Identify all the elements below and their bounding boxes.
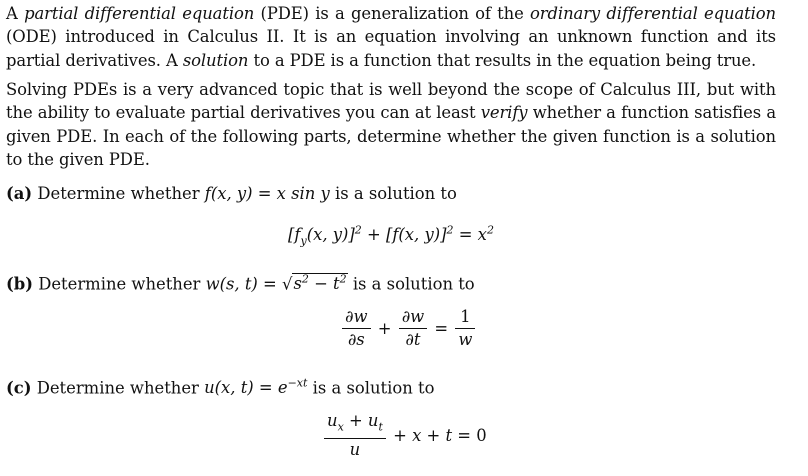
part-a-prompt xyxy=(6,182,457,205)
prompt-text: Determine whether xyxy=(38,274,206,294)
part-b-prompt xyxy=(6,268,475,295)
part-c-label: (c) xyxy=(6,378,32,398)
intro-text: (PDE) is a generalization of the xyxy=(254,4,531,23)
term-solution: solution xyxy=(182,50,249,70)
part-c-equation: $\frac{u_x + u_t}{u}$ + x + t = 0 xyxy=(322,412,487,459)
part-b-equation: $\frac{\partial w}{\partial s}$ + $\frac{\partial w}{\partial t}$ = $\frac{1}{w}$ xyxy=(340,308,477,349)
part-b-function: w(s, $t) = √s^2 - t^2$ xyxy=(205,273,347,294)
intro-text: A xyxy=(6,4,25,23)
intro-paragraph xyxy=(6,2,776,72)
body-paragraph xyxy=(6,78,776,171)
part-c-prompt xyxy=(6,372,434,399)
part-a-equation: [$f_y(x$, y)]$^2$ + [f(x, $y)]^2 = x^2$ xyxy=(288,224,494,248)
body-text: Solving PDEs is a very advanced topic that is well beyond the scope of Calculus III, but with the ability to evaluate partial derivatives you can at least xyxy=(6,80,776,123)
prompt-text: Determine whether xyxy=(36,378,205,398)
term-pde: partial differential equation xyxy=(24,4,255,23)
term-verify: verify xyxy=(480,103,528,123)
body-text: whether a function satisfies a given PDE. In each of the following parts, determine whether the given function is a solution to the given PDE. xyxy=(6,103,776,169)
prompt-text: Determine whether xyxy=(37,184,205,203)
prompt-text: is a solution to xyxy=(347,274,475,294)
prompt-text: is a solution to xyxy=(329,184,457,203)
part-b-label: (b) xyxy=(6,274,33,294)
intro-text: to a PDE is a function that results in the equation being true. xyxy=(248,50,757,70)
part-c-function: u(x, $t) = e^{-xt}$ xyxy=(204,377,308,398)
prompt-text: is a solution to xyxy=(307,378,435,398)
part-a-label: (a) xyxy=(6,184,33,203)
intro-text: (ODE) introduced in Calculus II. It is an equation involving an unknown function and its partial derivatives. A xyxy=(6,27,776,70)
part-a-function: f(x, y) = x sin y xyxy=(204,184,330,203)
term-ode: ordinary differential equation xyxy=(530,4,776,23)
